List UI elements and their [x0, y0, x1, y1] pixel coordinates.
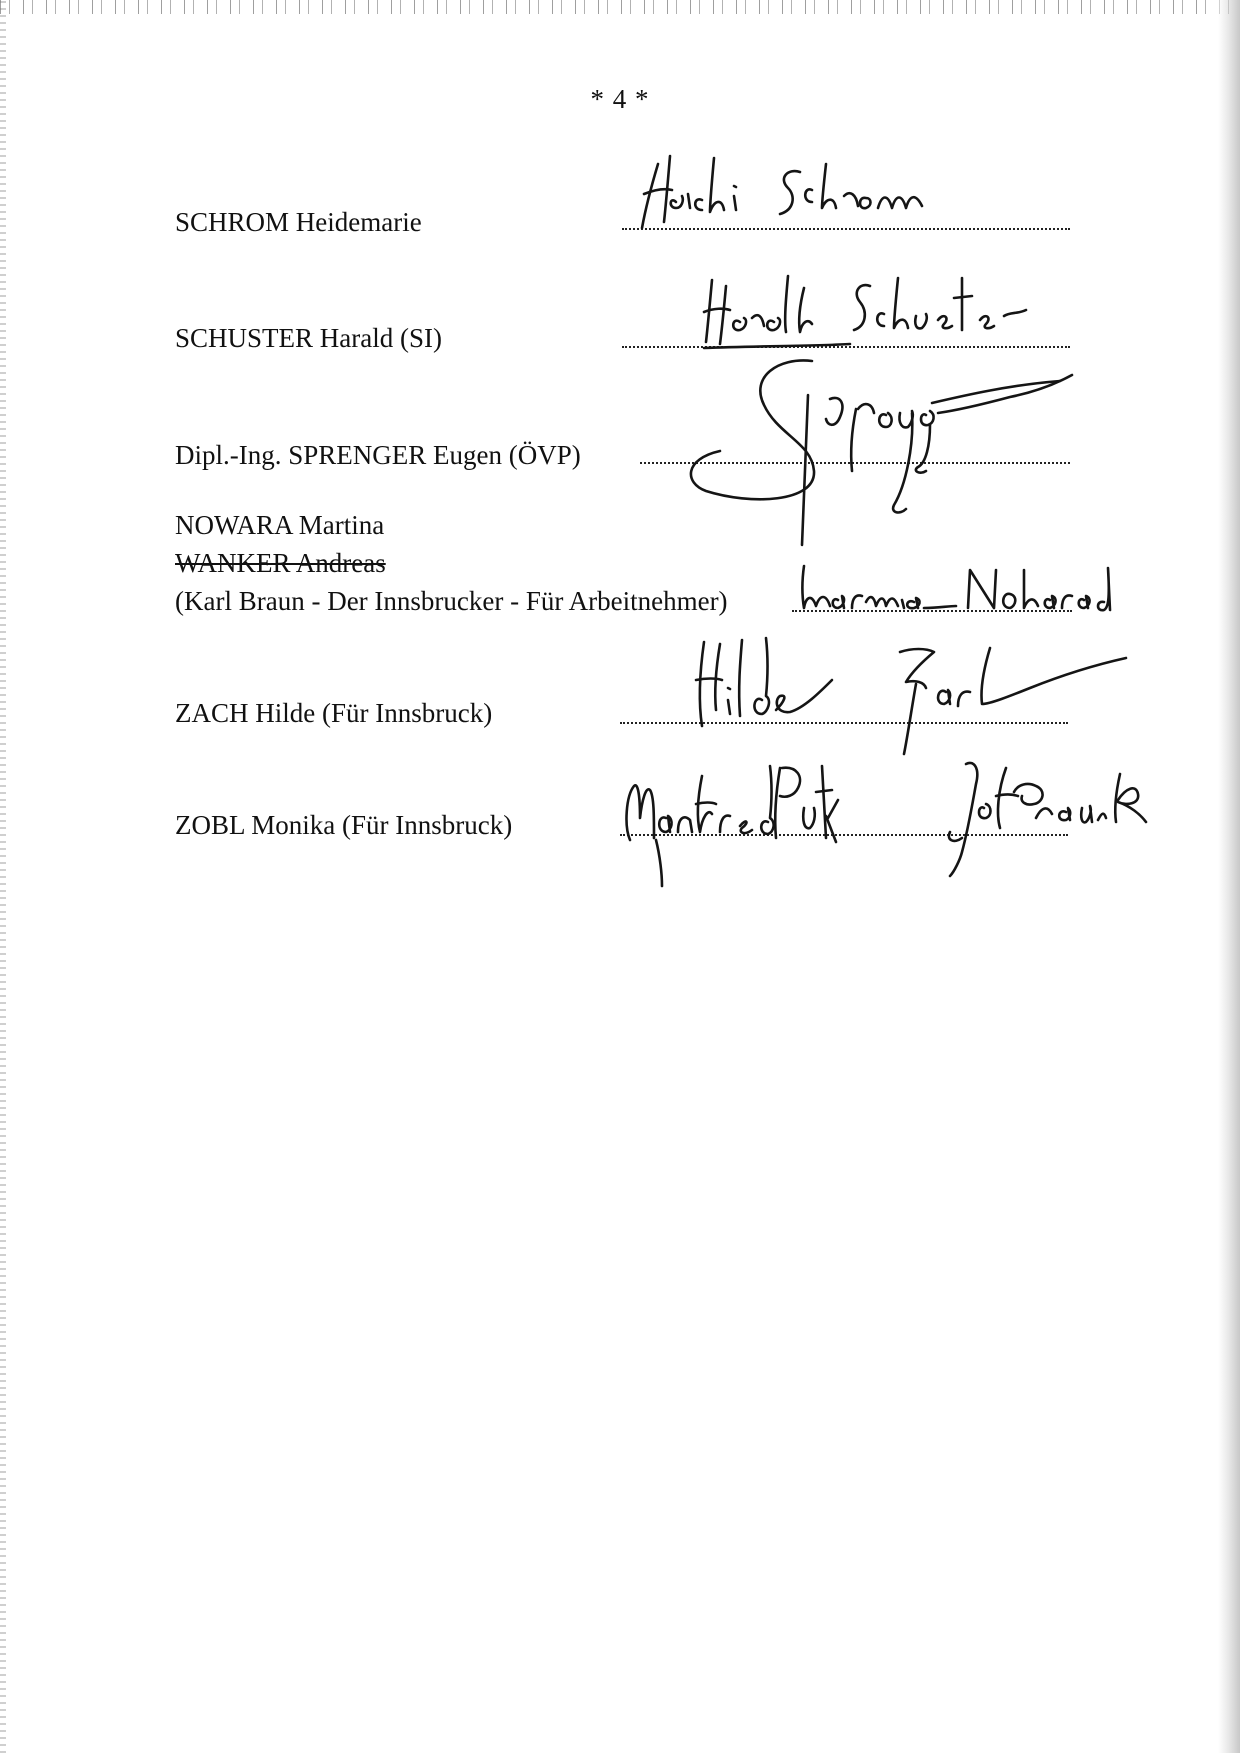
signature-zobl-1 — [620, 756, 840, 891]
signature-zobl-2 — [940, 756, 1150, 886]
signature-schuster — [700, 268, 1040, 353]
signature-zach — [690, 630, 1130, 755]
entry-label-nowara: NOWARA Martina — [175, 510, 385, 540]
scan-edge-top — [0, 0, 1240, 14]
entry-label-party-nowara: (Karl Braun - Der Innsbrucker - Für Arbeitnehmer) — [175, 586, 728, 616]
page-number: * 4 * — [590, 84, 650, 114]
entry-label-wanker-struck: WANKER Andreas — [175, 548, 386, 578]
signature-sprenger — [680, 355, 1080, 555]
entry-label-zobl: ZOBL Monika (Für Innsbruck) — [175, 810, 513, 840]
entry-label-schrom: SCHROM Heidemarie — [175, 207, 422, 237]
scan-edge-right — [1218, 0, 1240, 1753]
entry-label-zach: ZACH Hilde (Für Innsbruck) — [175, 698, 493, 728]
entry-label-schuster: SCHUSTER Harald (SI) — [175, 323, 442, 353]
signature-nowara — [798, 562, 1128, 622]
entry-label-sprenger: Dipl.-Ing. SPRENGER Eugen (ÖVP) — [175, 440, 581, 470]
scan-edge-left — [0, 0, 6, 1753]
signature-schrom — [630, 150, 960, 235]
